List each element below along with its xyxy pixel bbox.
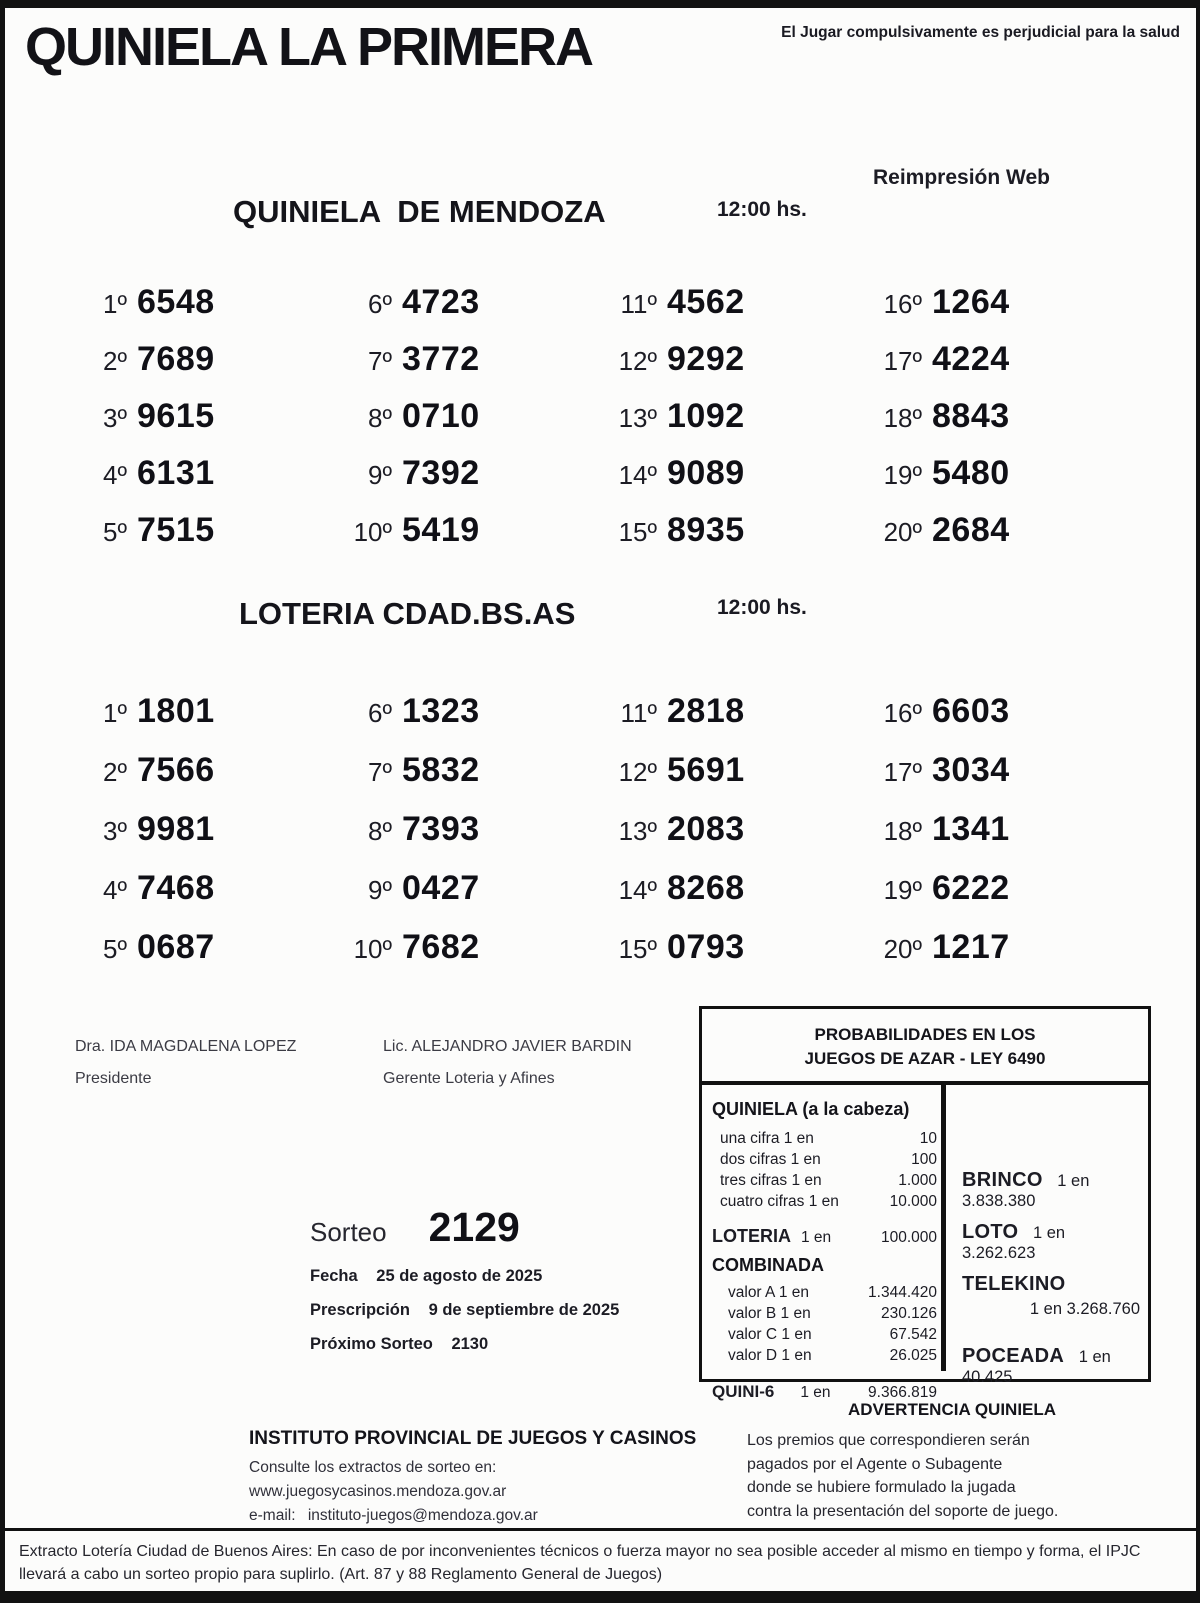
result-number: 6222 (932, 869, 1010, 907)
result-number: 8268 (667, 869, 745, 907)
result-cell (340, 869, 605, 908)
result-cell (870, 397, 1135, 436)
odds-label: valor A 1 en (728, 1284, 810, 1301)
result-cell (870, 340, 1135, 379)
odds-value: 100 (911, 1151, 937, 1168)
fecha-value: 25 de agosto de 2025 (376, 1267, 543, 1285)
result-cell (340, 751, 605, 790)
result-cell (605, 810, 870, 849)
game-name: LOTO (962, 1221, 1019, 1243)
result-number: 7515 (137, 511, 215, 549)
result-number: 7689 (137, 340, 215, 378)
odds-row (712, 1149, 937, 1170)
result-number: 4224 (932, 340, 1010, 378)
result-cell (75, 810, 340, 849)
odds-row (712, 1170, 937, 1191)
game-odds-value: 1 en 3.838.380 (962, 1172, 1090, 1210)
odds-label: una cifra 1 en (720, 1130, 814, 1147)
result-number: 3772 (402, 340, 480, 378)
result-cell (75, 692, 340, 731)
result-position: 14º (618, 875, 657, 905)
fecha-label: Fecha (310, 1267, 358, 1285)
result-cell (340, 397, 605, 436)
institute-block (249, 1428, 729, 1528)
odds-row (712, 1128, 937, 1149)
probabilities-body (702, 1085, 1148, 1401)
result-number: 2818 (667, 692, 745, 730)
odds-row (712, 1191, 937, 1212)
result-position: 19º (883, 460, 922, 490)
advertencia-text (747, 1429, 1157, 1523)
advertencia-line: donde se hubiere formulado la jugada (747, 1479, 1016, 1496)
odds-value: 10.000 (889, 1193, 937, 1210)
result-number: 9292 (667, 340, 745, 378)
odds-label: dos cifras 1 en (720, 1151, 821, 1168)
odds-label: valor C 1 en (728, 1326, 812, 1343)
result-cell (75, 340, 340, 379)
probabilities-title-line1: PROBABILIDADES EN LOS (814, 1025, 1036, 1044)
result-position: 6º (368, 289, 392, 319)
result-position: 5º (103, 517, 127, 547)
odds-row (712, 1303, 937, 1324)
result-number: 1801 (137, 692, 215, 730)
result-number: 1264 (932, 283, 1010, 321)
result-cell (75, 283, 340, 322)
result-number: 6603 (932, 692, 1010, 730)
result-position: 20º (883, 517, 922, 547)
health-warning-text: El Jugar compulsivamente es perjudicial para la salud (781, 24, 1180, 41)
odds-value: 230.126 (880, 1305, 937, 1322)
loteria-label: LOTERIA (712, 1226, 791, 1246)
result-number: 1217 (932, 928, 1010, 966)
result-position: 7º (368, 757, 392, 787)
result-position: 12º (618, 346, 657, 376)
result-position: 7º (368, 346, 392, 376)
result-number: 7392 (402, 454, 480, 492)
result-cell (75, 397, 340, 436)
result-number: 7682 (402, 928, 480, 966)
quini6-value: 9.366.819 (868, 1384, 937, 1401)
probabilities-box (699, 1006, 1151, 1401)
result-position: 1º (103, 289, 127, 319)
result-position: 8º (368, 816, 392, 846)
odds-row (712, 1324, 937, 1345)
result-cell (605, 511, 870, 550)
draw-info-block (310, 1204, 670, 1369)
result-number: 9981 (137, 810, 215, 848)
result-position: 13º (618, 403, 657, 433)
section-title-mendoza: QUINIELA DE MENDOZA (233, 194, 606, 229)
result-position: 11º (620, 289, 657, 319)
quiniela-odds-rows (712, 1128, 937, 1212)
result-number: 1341 (932, 810, 1010, 848)
advertencia-line: contra la presentación del soporte de juego. (747, 1502, 1059, 1520)
result-cell (340, 511, 605, 550)
email-label: e-mail: (249, 1507, 296, 1524)
footer-legal-text: Extracto Lotería Ciudad de Buenos Aires: En caso de por inconvenientes técnicos o fuerza mayor no sea posible acceder al mismo en tiempo y forma, el IPJC llevará a cabo un sorteo propio para suplirlo. (Art. 87 y 88 Reglamento General de Juegos) (19, 1543, 1141, 1583)
result-number: 5480 (932, 454, 1010, 492)
advertencia-title: ADVERTENCIA QUINIELA (847, 1400, 1057, 1419)
result-position: 1º (103, 698, 127, 728)
result-number: 7468 (137, 869, 215, 907)
result-number: 8843 (932, 397, 1010, 435)
result-cell (605, 928, 870, 967)
result-number: 6548 (137, 283, 215, 321)
result-number: 5419 (402, 511, 480, 549)
prescripcion-value: 9 de septiembre de 2025 (428, 1301, 620, 1319)
odds-row (712, 1282, 937, 1303)
result-position: 3º (103, 403, 127, 433)
result-cell (75, 751, 340, 790)
result-cell (605, 869, 870, 908)
result-position: 9º (368, 460, 392, 490)
signature-role: Gerente Loteria y Afines (383, 1070, 555, 1087)
institute-email: instituto-juegos@mendoza.gov.ar (307, 1507, 538, 1524)
signature-name: Lic. ALEJANDRO JAVIER BARDIN (383, 1038, 632, 1055)
proximo-sorteo-label: Próximo Sorteo (310, 1335, 433, 1353)
signature-role: Presidente (75, 1070, 152, 1087)
result-number: 9089 (667, 454, 745, 492)
institute-consult-text: Consulte los extractos de sorteo en: (249, 1459, 497, 1476)
result-cell (870, 454, 1135, 493)
game-name: POCEADA (962, 1345, 1065, 1367)
odds-value: 1.344.420 (868, 1284, 937, 1301)
signature-name: Dra. IDA MAGDALENA LOPEZ (75, 1038, 297, 1055)
result-position: 11º (620, 698, 657, 728)
combinada-odds-rows (712, 1282, 937, 1366)
odds-value: 1.000 (898, 1172, 937, 1189)
result-cell (340, 283, 605, 322)
prescripcion-line (310, 1301, 670, 1320)
odds-value: 10 (919, 1130, 937, 1147)
result-cell (605, 454, 870, 493)
result-position: 18º (883, 816, 922, 846)
result-position: 8º (368, 403, 392, 433)
result-cell (75, 511, 340, 550)
result-cell (75, 928, 340, 967)
signature-president (75, 1038, 375, 1088)
result-number: 1323 (402, 692, 480, 730)
game-odds-row (962, 1221, 1140, 1263)
result-number: 0687 (137, 928, 215, 966)
result-position: 13º (618, 816, 657, 846)
result-number: 0427 (402, 869, 480, 907)
odds-label: tres cifras 1 en (720, 1172, 822, 1189)
result-position: 19º (883, 875, 922, 905)
result-position: 15º (618, 517, 657, 547)
result-number: 1092 (667, 397, 745, 435)
result-position: 17º (883, 757, 922, 787)
quini6-label: QUINI-6 (712, 1382, 775, 1401)
result-cell (605, 751, 870, 790)
odds-label: valor D 1 en (728, 1347, 812, 1364)
result-cell (605, 692, 870, 731)
sorteo-number: 2129 (428, 1204, 520, 1250)
result-position: 6º (368, 698, 392, 728)
odds-value: 67.542 (889, 1326, 937, 1343)
result-number: 7393 (402, 810, 480, 848)
result-number: 3034 (932, 751, 1010, 789)
result-position: 15º (618, 934, 657, 964)
odds-value: 26.025 (889, 1347, 937, 1364)
fecha-line (310, 1267, 670, 1286)
signature-manager (383, 1038, 683, 1088)
result-position: 4º (103, 460, 127, 490)
result-cell (340, 928, 605, 967)
footer-divider (5, 1528, 1196, 1531)
result-position: 4º (103, 875, 127, 905)
probabilities-title-line2: JUEGOS DE AZAR - LEY 6490 (804, 1049, 1046, 1068)
result-cell (340, 692, 605, 731)
odds-row (712, 1345, 937, 1366)
game-odds-value: 1 en 3.268.760 (1029, 1300, 1140, 1318)
prescripcion-label: Prescripción (310, 1301, 410, 1319)
probabilities-title (702, 1009, 1148, 1085)
advertencia-line: pagados por el Agente o Subagente (747, 1455, 1003, 1473)
result-position: 18º (883, 403, 922, 433)
probabilities-left-column (702, 1085, 946, 1401)
result-position: 16º (883, 289, 922, 319)
result-number: 5691 (667, 751, 745, 789)
result-position: 5º (103, 934, 127, 964)
result-cell (870, 869, 1135, 908)
odds-label: valor B 1 en (728, 1305, 811, 1322)
institute-email-line (249, 1504, 729, 1528)
result-position: 9º (368, 875, 392, 905)
section-time-mendoza: 12:00 hs. (717, 198, 807, 221)
loteria-value: 100.000 (880, 1229, 937, 1246)
result-position: 17º (883, 346, 922, 376)
result-cell (75, 869, 340, 908)
quini6-odds-row (712, 1382, 937, 1402)
section-title-bsas: LOTERIA CDAD.BS.AS (239, 596, 576, 631)
result-number: 0710 (402, 397, 480, 435)
game-name: TELEKINO (962, 1273, 1066, 1295)
result-number: 0793 (667, 928, 745, 966)
combinada-header: COMBINADA (712, 1255, 824, 1275)
results-grid-bsas (75, 682, 1135, 977)
result-number: 5832 (402, 751, 480, 789)
institute-name: INSTITUTO PROVINCIAL DE JUEGOS Y CASINOS (249, 1428, 697, 1449)
quiniela-header: QUINIELA (a la cabeza) (712, 1099, 910, 1119)
game-odds-value: 1 en 40.425 (962, 1348, 1111, 1386)
result-position: 14º (618, 460, 657, 490)
result-position: 20º (883, 934, 922, 964)
proximo-sorteo-line (310, 1335, 670, 1354)
result-cell (870, 692, 1135, 731)
result-cell (870, 810, 1135, 849)
result-cell (870, 751, 1135, 790)
odds-label: cuatro cifras 1 en (720, 1193, 839, 1210)
result-number: 7566 (137, 751, 215, 789)
probabilities-right-column (946, 1085, 1148, 1386)
result-cell (75, 454, 340, 493)
result-number: 8935 (667, 511, 745, 549)
result-position: 2º (103, 346, 127, 376)
result-cell (605, 340, 870, 379)
result-position: 10º (353, 517, 392, 547)
result-number: 4723 (402, 283, 480, 321)
result-cell (340, 340, 605, 379)
result-number: 2684 (932, 511, 1010, 549)
result-number: 6131 (137, 454, 215, 492)
result-cell (605, 397, 870, 436)
loteria-ratio: 1 en (801, 1229, 832, 1246)
result-cell (340, 454, 605, 493)
advertencia-block (747, 1400, 1157, 1523)
game-odds-row (962, 1273, 1140, 1319)
result-number: 2083 (667, 810, 745, 848)
result-position: 12º (618, 757, 657, 787)
result-cell (870, 928, 1135, 967)
section-time-bsas: 12:00 hs. (717, 596, 807, 619)
reprint-web-label: Reimpresión Web (873, 166, 1050, 189)
proximo-sorteo-value: 2130 (451, 1335, 489, 1353)
result-position: 16º (883, 698, 922, 728)
advertencia-line: Los premios que correspondieren serán (747, 1432, 1030, 1449)
game-odds-row (962, 1169, 1140, 1211)
result-position: 3º (103, 816, 127, 846)
sorteo-row (310, 1204, 670, 1251)
results-grid-mendoza (75, 274, 1135, 559)
result-number: 4562 (667, 283, 745, 321)
result-cell (870, 283, 1135, 322)
result-cell (605, 283, 870, 322)
result-cell (340, 810, 605, 849)
loteria-odds-row (712, 1226, 937, 1247)
game-odds-value: 1 en 3.262.623 (962, 1224, 1066, 1262)
result-number: 9615 (137, 397, 215, 435)
page-title: QUINIELA LA PRIMERA (25, 17, 592, 77)
result-position: 2º (103, 757, 127, 787)
quini6-ratio: 1 en (800, 1384, 831, 1401)
institute-website: www.juegosycasinos.mendoza.gov.ar (249, 1483, 507, 1500)
result-position: 10º (353, 934, 392, 964)
game-name: BRINCO (962, 1169, 1043, 1191)
result-cell (870, 511, 1135, 550)
game-odds-row (962, 1345, 1140, 1387)
sorteo-label: Sorteo (310, 1217, 387, 1247)
